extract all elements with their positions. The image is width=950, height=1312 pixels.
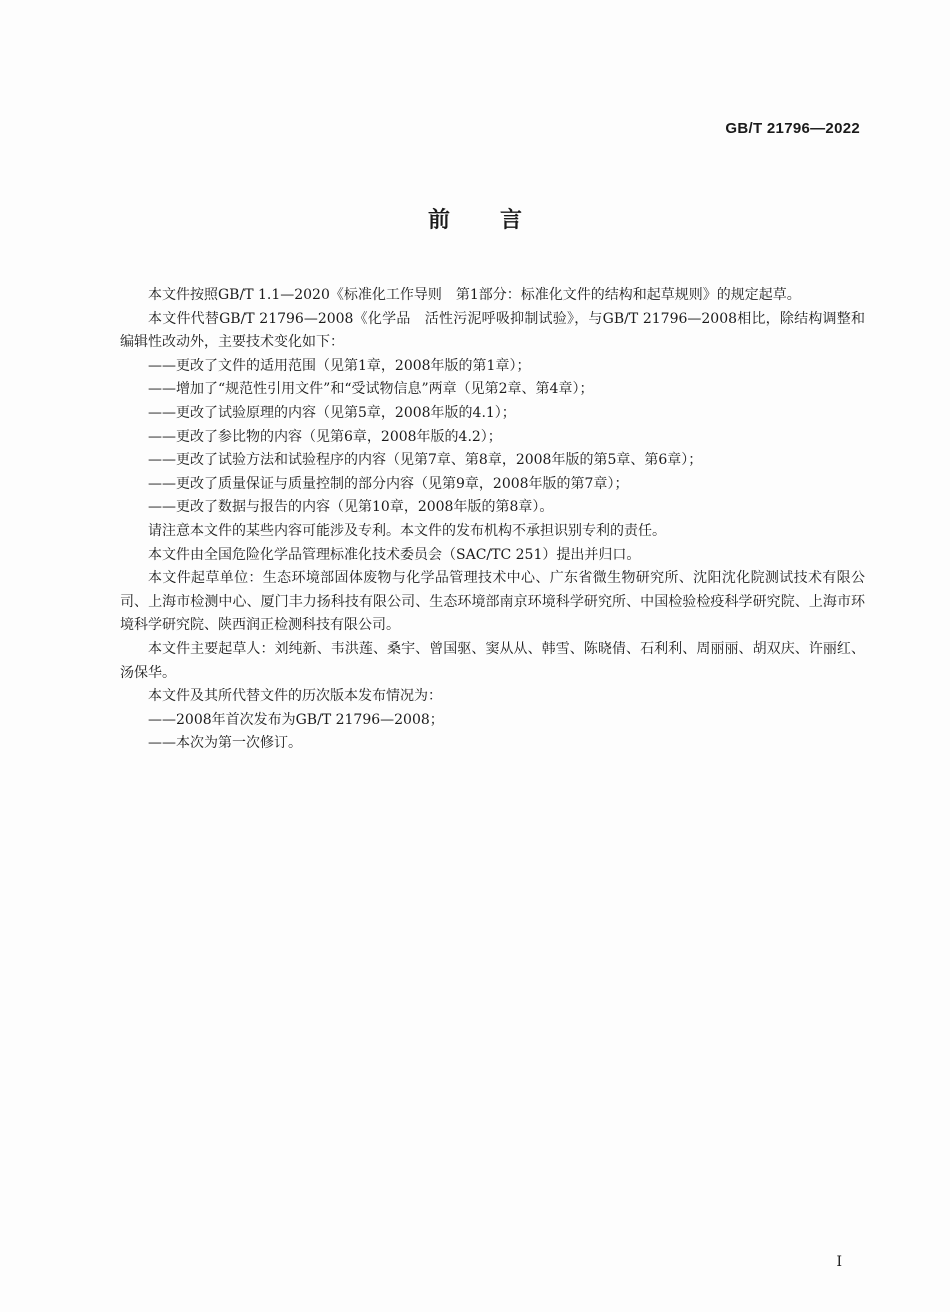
paragraph-version-history: 本文件及其所代替文件的历次版本发布情况为： xyxy=(148,688,442,705)
change-item: ——增加了“规范性引用文件”和“受试物信息”两章（见第2章、第4章）； xyxy=(148,381,594,398)
paragraph-patent-notice: 请注意本文件的某些内容可能涉及专利。本文件的发布机构不承担识别专利的责任。 xyxy=(148,522,666,539)
change-item: ——更改了参比物的内容（见第6章，2008年版的4.2）； xyxy=(148,428,502,445)
document-body xyxy=(120,284,865,756)
paragraph-drafting-units: 本文件起草单位：生态环境部固体废物与化学品管理技术中心、广东省微生物研究所、沈阳沈化院测试技术有限公司、上海市检测中心、厦门丰力扬科技有限公司、生态环境部南京环境科学研究所、中国检验检疫科学研究院、上海市环境科学研究院、陕西润正检测科技有限公司。 xyxy=(120,570,865,634)
change-item: ——更改了质量保证与质量控制的部分内容（见第9章，2008年版的第7章）； xyxy=(148,475,629,492)
paragraph-drafters: 本文件主要起草人：刘纯新、韦洪莲、桑宇、曾国驱、窦从从、韩雪、陈晓倩、石利利、周丽丽、胡双庆、许丽红、汤保华。 xyxy=(120,640,865,681)
paragraph-proposer: 本文件由全国危险化学品管理标准化技术委员会（SAC/TC 251）提出并归口。 xyxy=(148,546,641,563)
page-title: 前言 xyxy=(427,208,572,233)
paragraph-drafting-rules: 本文件按照GB/T 1.1—2020《标准化工作导则 第1部分：标准化文件的结构和起草规则》的规定起草。 xyxy=(148,287,801,303)
change-item: ——更改了试验原理的内容（见第5章，2008年版的4.1）； xyxy=(148,404,516,421)
change-item: ——更改了试验方法和试验程序的内容（见第7章、第8章，2008年版的第5章、第6章）； xyxy=(148,452,703,469)
change-item: ——更改了文件的适用范围（见第1章，2008年版的第1章）； xyxy=(148,357,531,374)
version-item: ——本次为第一次修订。 xyxy=(148,735,302,752)
change-item: ——更改了数据与报告的内容（见第10章，2008年版的第8章）。 xyxy=(148,499,554,516)
page-number: I xyxy=(836,1254,842,1270)
standard-number: GB/T 21796—2022 xyxy=(725,120,860,137)
version-item: ——2008年首次发布为GB/T 21796—2008； xyxy=(148,711,444,728)
paragraph-replacement: 本文件代替GB/T 21796—2008《化学品 活性污泥呼吸抑制试验》，与GB/T 21796—2008相比，除结构调整和编辑性改动外，主要技术变化如下： xyxy=(120,310,865,351)
